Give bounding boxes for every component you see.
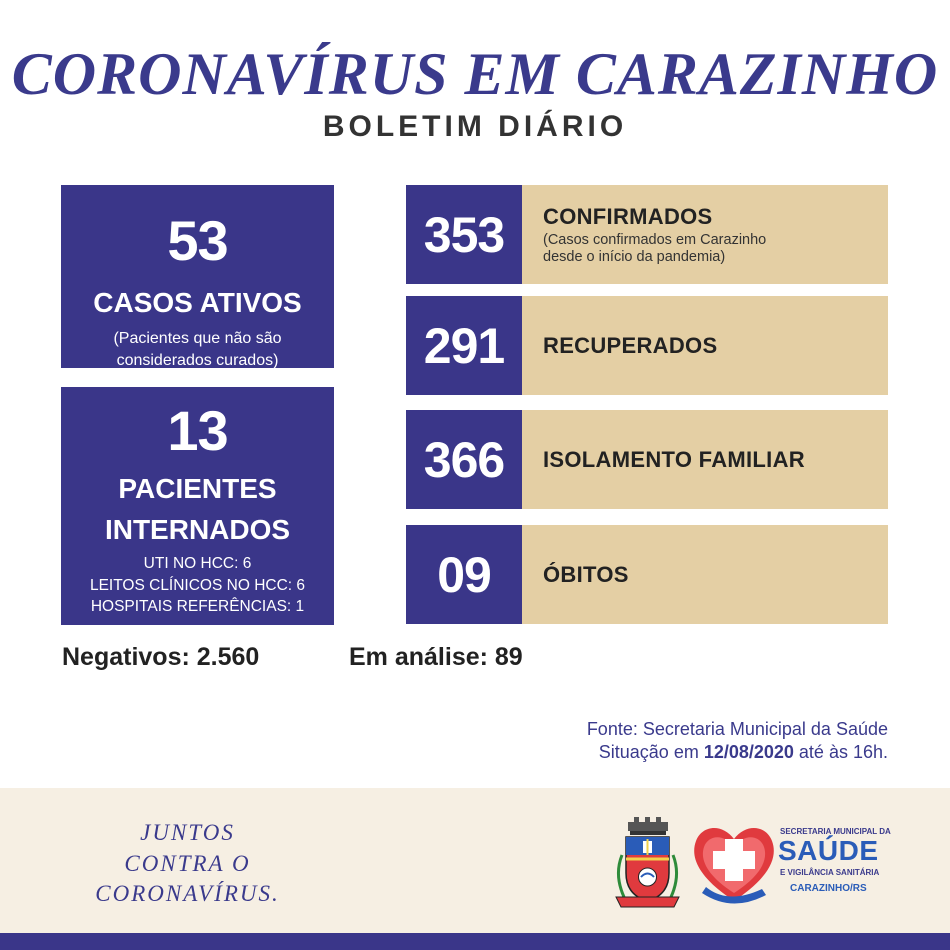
logo-title: SECRETARIA MUNICIPAL DA <box>780 827 891 836</box>
stat-value: 353 <box>406 185 522 284</box>
hospitalized-detail: UTI NO HCC: 6 <box>143 555 252 572</box>
active-cases-value: 53 <box>167 209 228 272</box>
health-secretariat-logo <box>688 815 898 910</box>
health-heart-icon <box>688 817 780 907</box>
stat-value: 366 <box>406 410 522 509</box>
logo-name: SAÚDE <box>778 835 879 866</box>
stat-note: desde o início da pandemia) <box>543 248 726 265</box>
logo-city: CARAZINHO/RS <box>790 883 867 894</box>
stat-value: 291 <box>406 296 522 395</box>
stat-row-deaths <box>406 525 888 624</box>
stat-row-isolation <box>406 410 888 509</box>
situation-line <box>587 741 888 764</box>
hospitalized-label-2: INTERNADOS <box>104 514 291 545</box>
stat-row-confirmed <box>406 185 888 284</box>
active-cases-label: CASOS ATIVOS <box>93 287 302 318</box>
stat-label-panel <box>522 185 888 284</box>
footer-bar <box>0 933 950 950</box>
stat-label: ISOLAMENTO FAMILIAR <box>543 446 805 472</box>
source-note <box>587 718 888 765</box>
page-subtitle: BOLETIM DIÁRIO <box>322 110 628 143</box>
stat-label: CONFIRMADOS <box>543 203 713 229</box>
city-crest-icon <box>610 815 685 910</box>
stat-label-panel <box>522 296 888 395</box>
page-title: CORONAVÍRUS EM CARAZINHO <box>11 41 939 107</box>
hospitalized-value: 13 <box>167 399 228 462</box>
stat-row-recovered <box>406 296 888 395</box>
stat-note: (Casos confirmados em Carazinho <box>543 231 767 248</box>
situation-prefix: Situação em <box>598 742 704 763</box>
stat-label: RECUPERADOS <box>543 332 718 358</box>
in-analysis-count: Em análise: 89 <box>349 643 523 671</box>
hospitalized-box <box>61 387 334 625</box>
stat-label-panel <box>522 410 888 509</box>
slogan-line: JUNTOS <box>140 820 235 845</box>
logo-subtitle: E VIGILÂNCIA SANITÁRIA <box>780 868 880 877</box>
situation-date: 12/08/2020 <box>703 742 794 763</box>
hospitalized-detail: LEITOS CLÍNICOS NO HCC: 6 <box>89 576 306 594</box>
active-cases-note-1: (Pacientes que não são <box>113 330 282 347</box>
stat-value: 09 <box>406 525 522 624</box>
slogan-line: CORONAVÍRUS. <box>95 881 280 907</box>
negatives-count: Negativos: 2.560 <box>62 643 260 671</box>
source-line: Fonte: Secretaria Municipal da Saúde <box>586 719 888 739</box>
slogan-line: CONTRA O <box>124 850 251 876</box>
active-cases-box <box>61 185 334 368</box>
active-cases-note-2: considerados curados) <box>116 352 279 370</box>
situation-suffix: até às 16h. <box>793 742 888 763</box>
hospitalized-label-1: PACIENTES <box>118 473 277 504</box>
slogan <box>75 818 300 910</box>
stat-label-panel <box>522 525 888 624</box>
stat-label: ÓBITOS <box>543 561 629 587</box>
hospitalized-detail: HOSPITAIS REFERÊNCIAS: 1 <box>90 598 305 616</box>
